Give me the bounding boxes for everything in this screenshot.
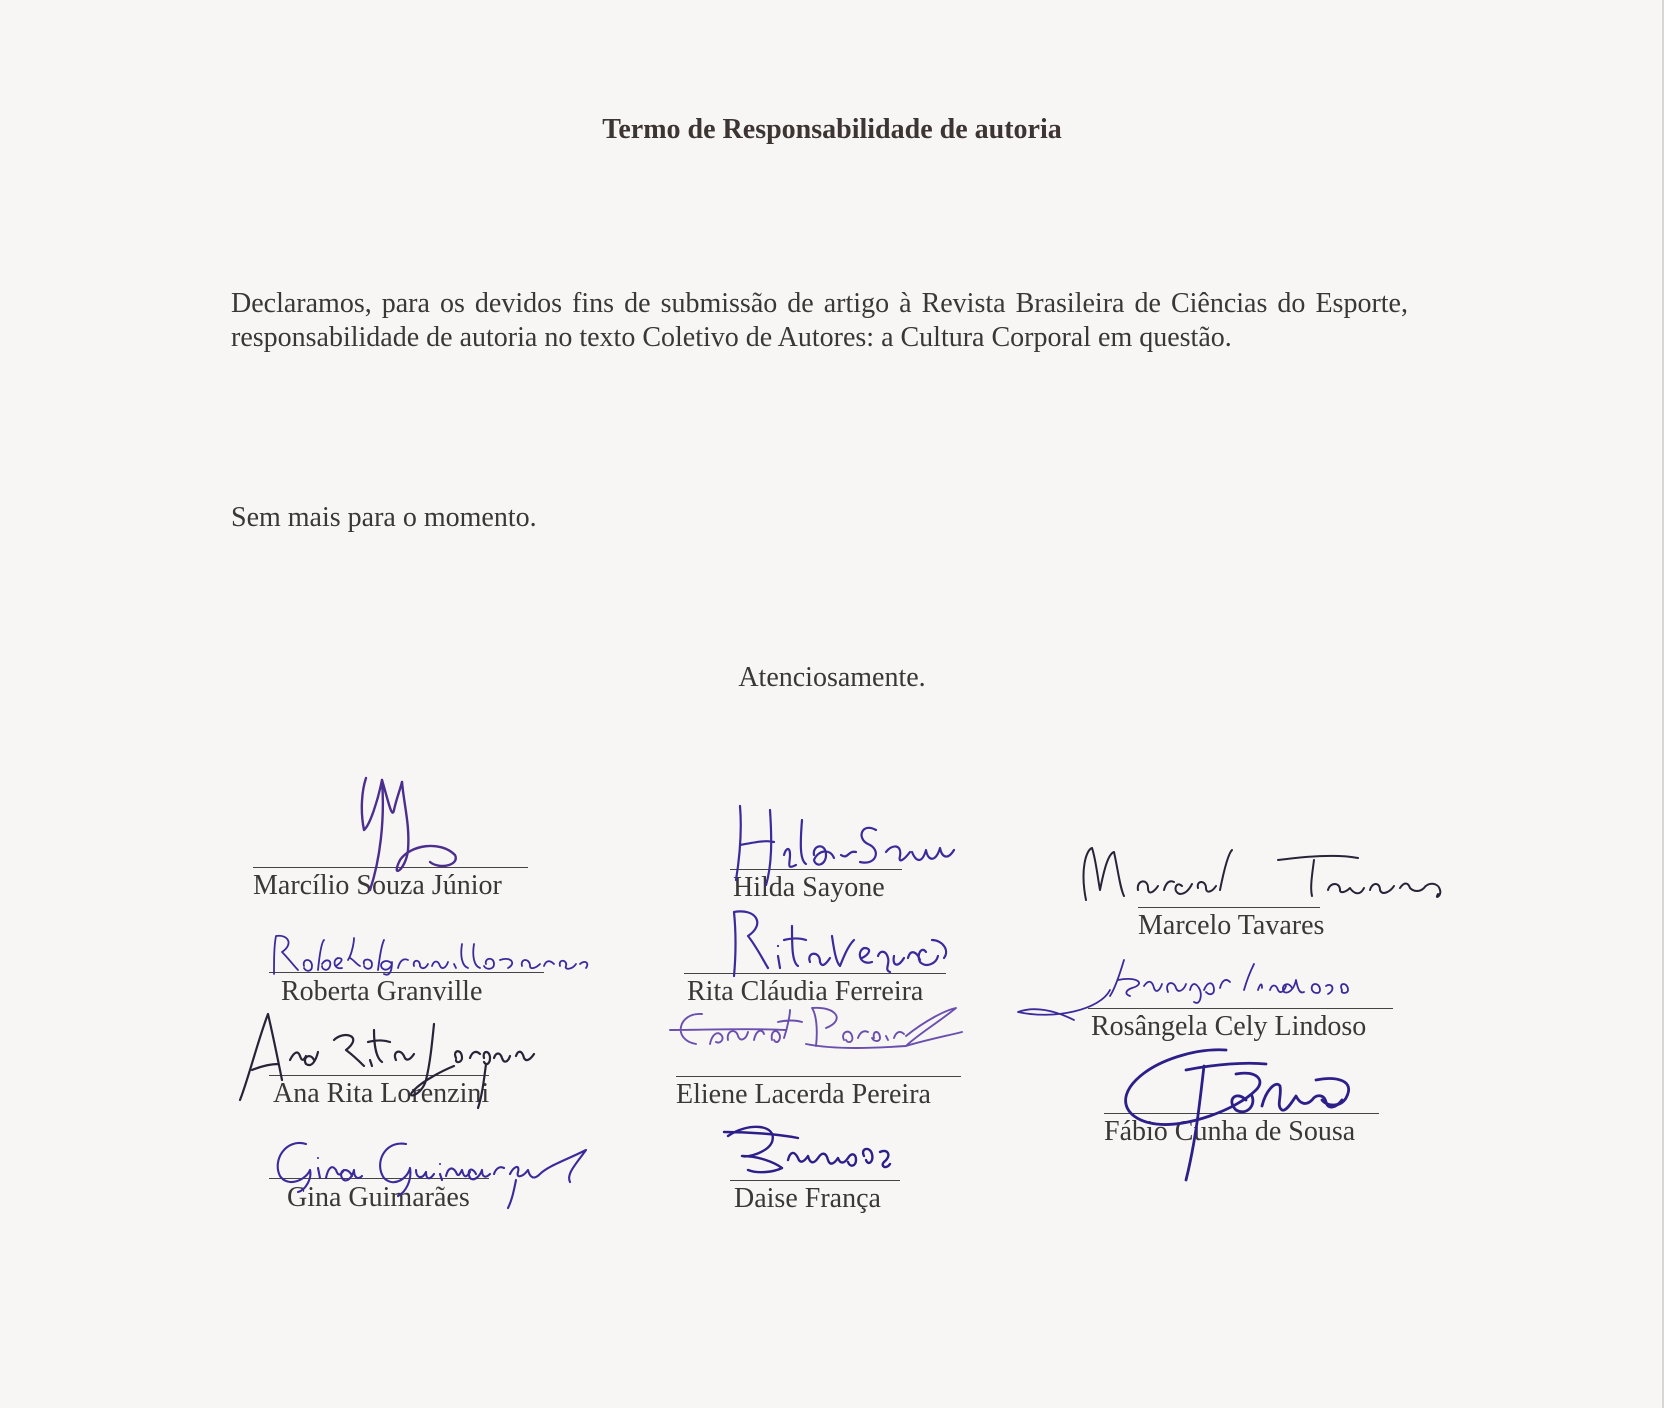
signature-block-daise [730,1165,900,1225]
signature-block-gina [269,1163,489,1223]
signature-block-eliene [676,1061,961,1121]
signature-line [269,972,544,973]
document-title: Termo de Responsabilidade de autoria [602,114,1062,145]
signatory-name: Gina Guimarães [287,1182,470,1213]
signatory-name: Eliene Lacerda Pereira [676,1079,931,1110]
signature-line [1104,1113,1379,1114]
regards-line: Atenciosamente. [738,662,926,693]
signature-line [269,1178,489,1179]
signature-block-marcelo [1138,892,1325,952]
signature-block-rosangela [1088,993,1393,1053]
signatory-name: Rita Cláudia Ferreira [687,976,924,1007]
declaration-paragraph: Declaramos, para os devidos fins de submissão de artigo à Revista Brasileira de Ciências do Esporte, responsabilidade de autoria no texto Coletivo de Autores: a Cultura Corporal em questão. [231,288,1408,353]
signatory-name: Marcelo Tavares [1138,910,1325,941]
signatory-name: Roberta Granville [281,976,483,1007]
signature-line [676,1076,961,1077]
signatory-name: Hilda Sayone [733,872,885,903]
signature-line [1088,1008,1393,1009]
signatory-name: Marcílio Souza Júnior [253,870,502,901]
signature-line [253,867,528,868]
signature-block-hilda [730,854,902,914]
signature-line [1138,907,1320,908]
signature-block-marcilio [253,852,528,912]
signature-block-rita [684,958,946,1018]
signature-block-ana [269,1060,489,1120]
signature-line [730,1180,900,1181]
signature-line [684,973,946,974]
signatory-name: Daise França [734,1183,881,1214]
signature-block-fabio [1104,1098,1379,1158]
signature-line [269,1075,489,1076]
closing-line: Sem mais para o momento. [231,502,537,533]
signatory-name: Fábio Cunha de Sousa [1104,1116,1356,1147]
signature-line [730,869,902,870]
signatory-name: Rosângela Cely Lindoso [1091,1011,1367,1042]
signatory-name: Ana Rita Lorenzini [273,1078,490,1109]
signature-block-roberta [269,957,544,1017]
